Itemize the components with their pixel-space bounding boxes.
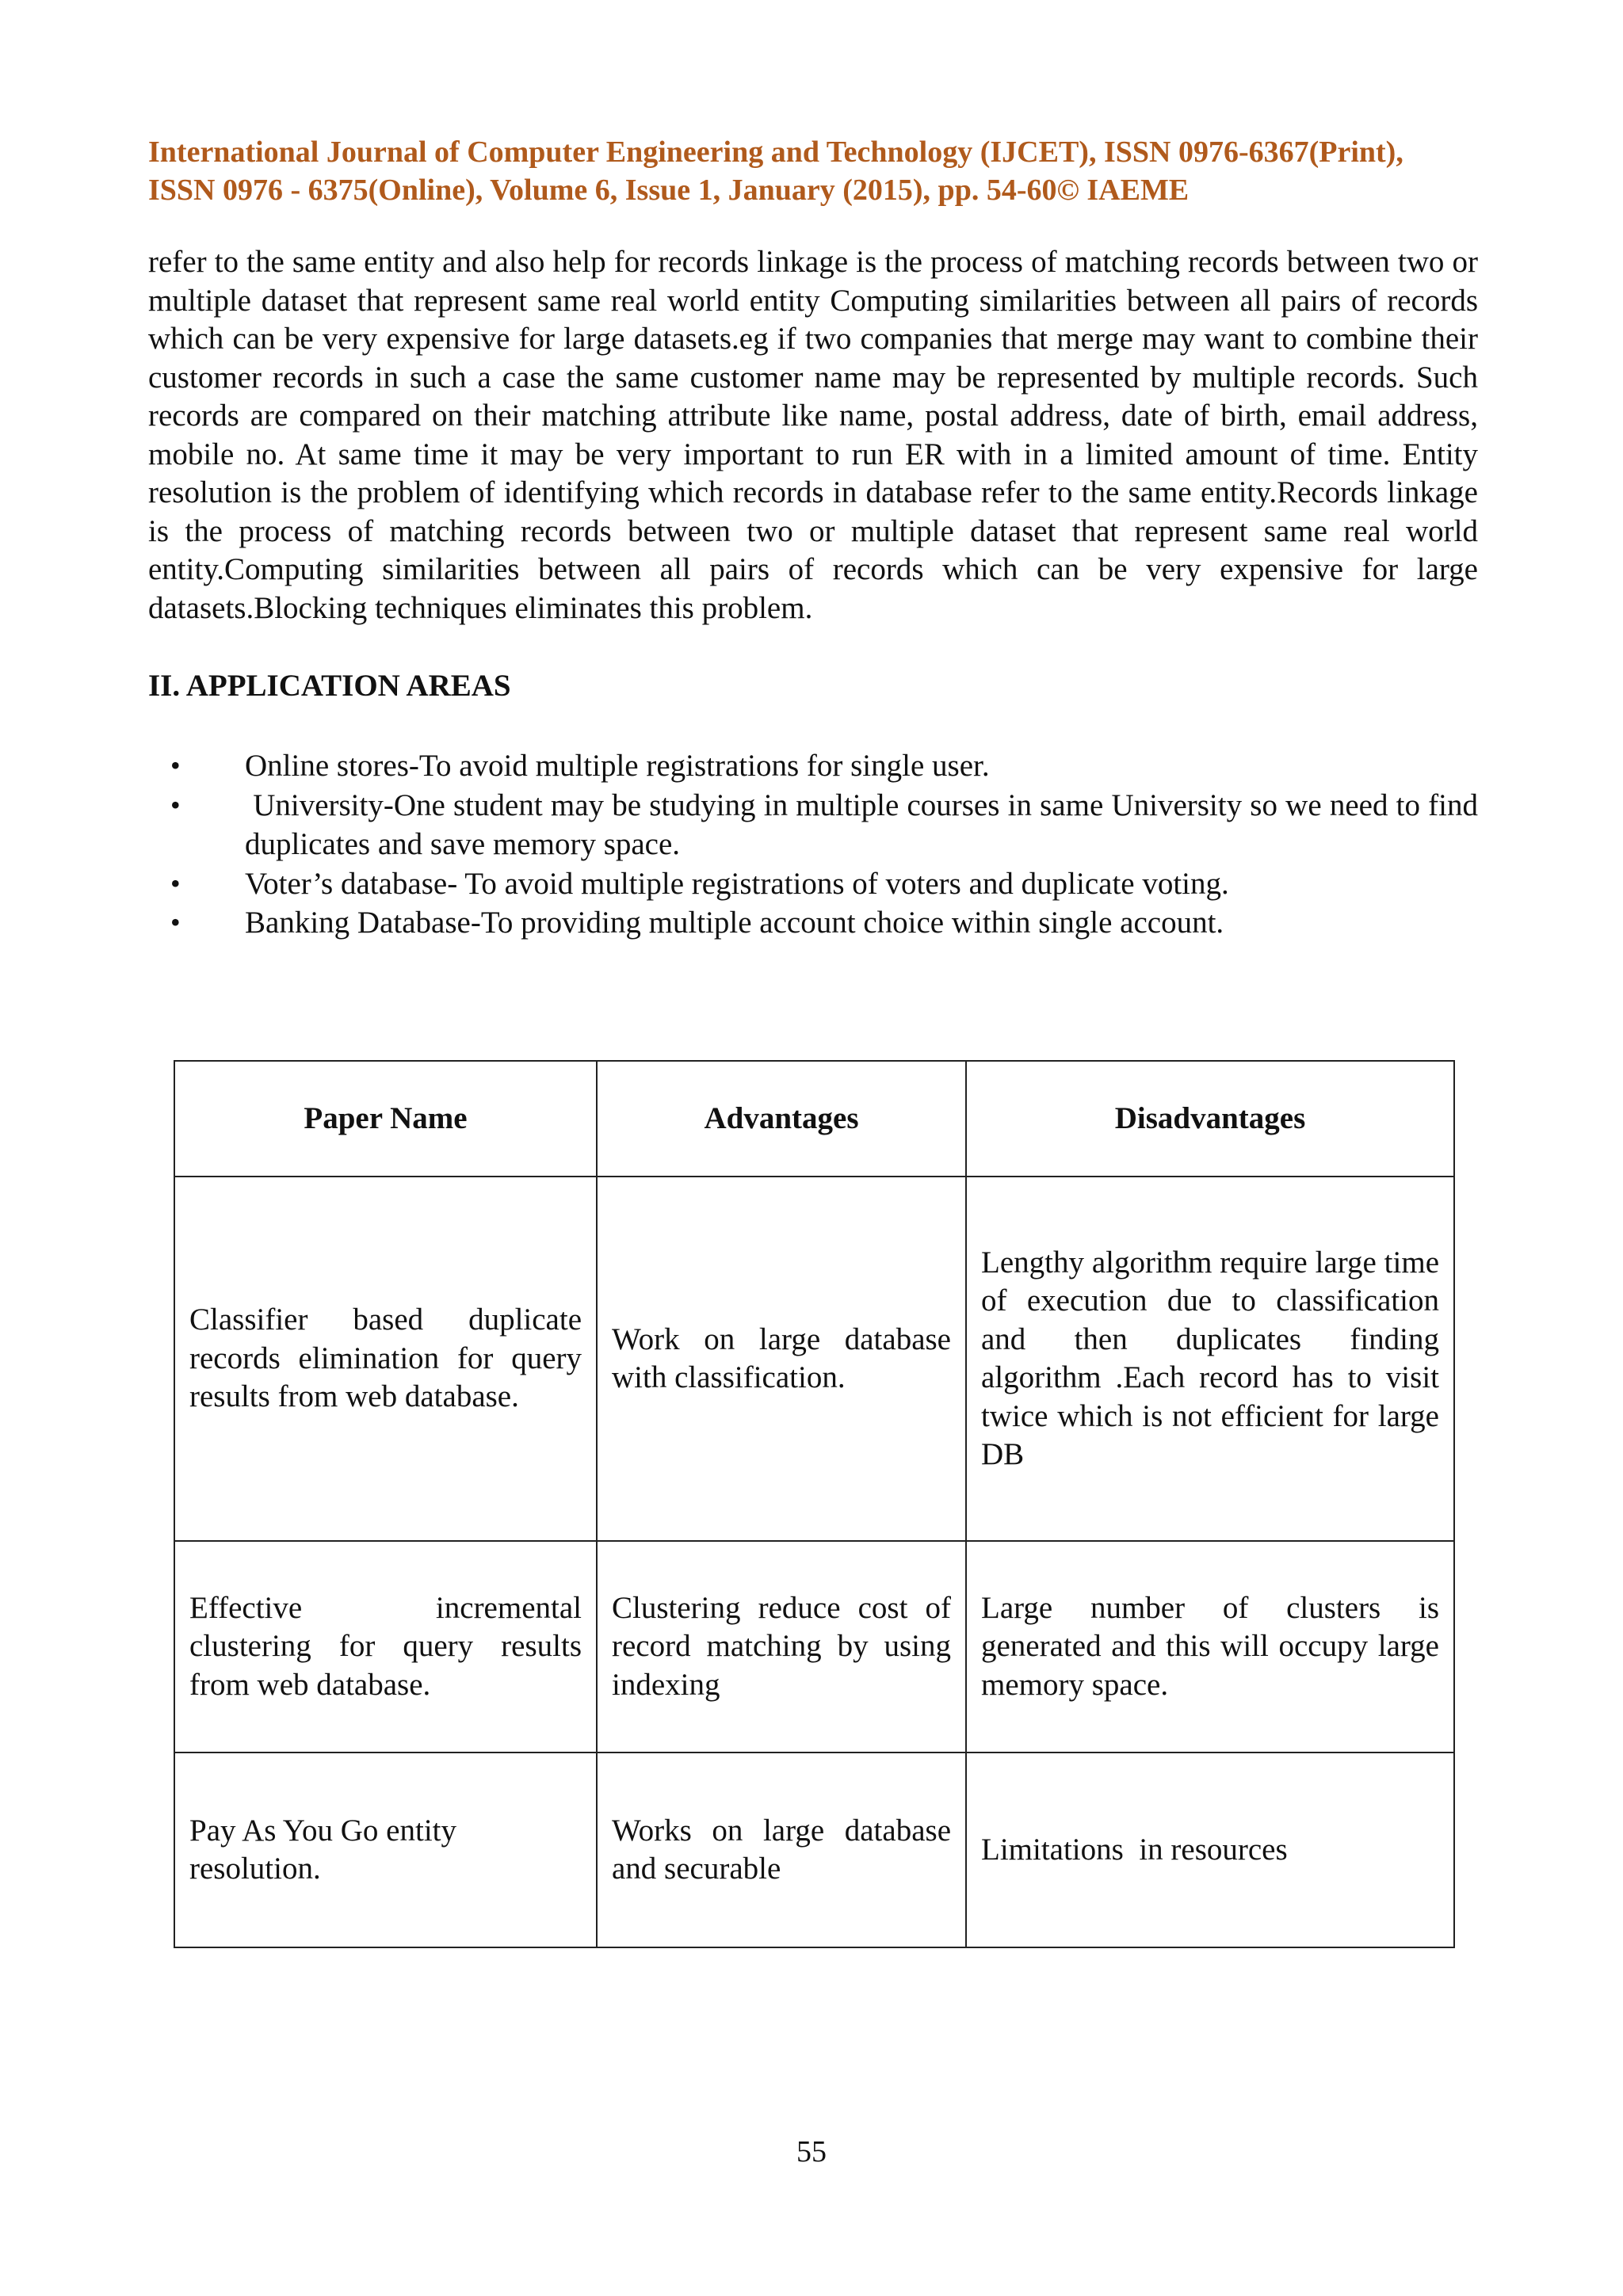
journal-header-line-2: ISSN 0976 - 6375(Online), Volume 6, Issue 1, January (2015), pp. 54-60© IAEME <box>148 174 1190 207</box>
bullet-icon: • <box>170 867 181 899</box>
list-item-text: Voter’s database- To avoid multiple registrations of voters and duplicate voting. <box>245 866 1229 901</box>
list-item-text: Online stores-To avoid multiple registrations for single user. <box>245 749 990 783</box>
column-header-disadvantages: Disadvantages <box>966 1061 1454 1177</box>
table-row <box>174 1753 1454 1947</box>
journal-header <box>148 133 1480 209</box>
table-cell-disadvantages: Large number of clusters is generated and this will occupy large memory space. <box>966 1541 1454 1753</box>
bullet-icon: • <box>170 788 181 821</box>
list-item-text: University-One student may be studying in multiple courses in same University so we need to find duplicates and save memory space. <box>245 788 1486 861</box>
table-cell-advantages: Work on large database with classification. <box>597 1177 966 1541</box>
table-cell-advantages: Clustering reduce cost of record matching by using indexing <box>597 1541 966 1753</box>
column-header-advantages: Advantages <box>597 1061 966 1177</box>
list-item <box>148 903 1478 943</box>
page-number: 55 <box>796 2135 827 2168</box>
comparison-table <box>174 1060 1455 1948</box>
table-cell-paper-name: Pay As You Go entity resolution. <box>174 1753 597 1947</box>
table-header-row <box>174 1061 1454 1177</box>
table-cell-paper-name: Effective incremental clustering for query results from web database. <box>174 1541 597 1753</box>
bullet-icon: • <box>170 749 181 781</box>
comparison-table-container <box>174 1060 1455 1948</box>
list-item <box>148 786 1486 864</box>
table-cell-disadvantages: Limitations in resources <box>966 1753 1454 1947</box>
journal-header-line-1: International Journal of Computer Engineering and Technology (IJCET), ISSN 0976-6367(Print), <box>148 135 1403 169</box>
table-cell-paper-name: Classifier based duplicate records elimination for query results from web database. <box>174 1177 597 1541</box>
table-cell-advantages: Works on large database and securable <box>597 1753 966 1947</box>
list-item <box>148 864 1478 904</box>
list-item-text: Banking Database-To providing multiple account choice within single account. <box>245 906 1224 940</box>
column-header-paper-name: Paper Name <box>174 1061 597 1177</box>
body-paragraph: refer to the same entity and also help for records linkage is the process of matching records between two or multiple dataset that represent same real world entity Computing similarities between all pairs of records which can be very expensive for large datasets.eg if two companies that merge may want to combine their customer records in such a case the same customer name may be represented by multiple records. Such records are compared on their matching attribute like name, postal address, date of birth, email address, mobile no. At same time it may be very important to run ER with in a limited amount of time. Entity resolution is the problem of identifying which records in database refer to the same entity.Records linkage is the process of matching records between two or multiple dataset that represent same real world entity.Computing similarities between all pairs of records which can be very expensive for large datasets.Blocking techniques eliminates this problem. <box>148 245 1478 625</box>
bullet-icon: • <box>170 906 181 938</box>
application-areas-list <box>148 746 1486 943</box>
table-row <box>174 1541 1454 1753</box>
table-row <box>174 1177 1454 1541</box>
section-heading: II. APPLICATION AREAS <box>148 669 511 703</box>
table-cell-disadvantages: Lengthy algorithm require large time of execution due to classification and then duplicates finding algorithm .Each record has to visit twice which is not efficient for large DB <box>966 1177 1454 1541</box>
list-item <box>148 746 1478 786</box>
